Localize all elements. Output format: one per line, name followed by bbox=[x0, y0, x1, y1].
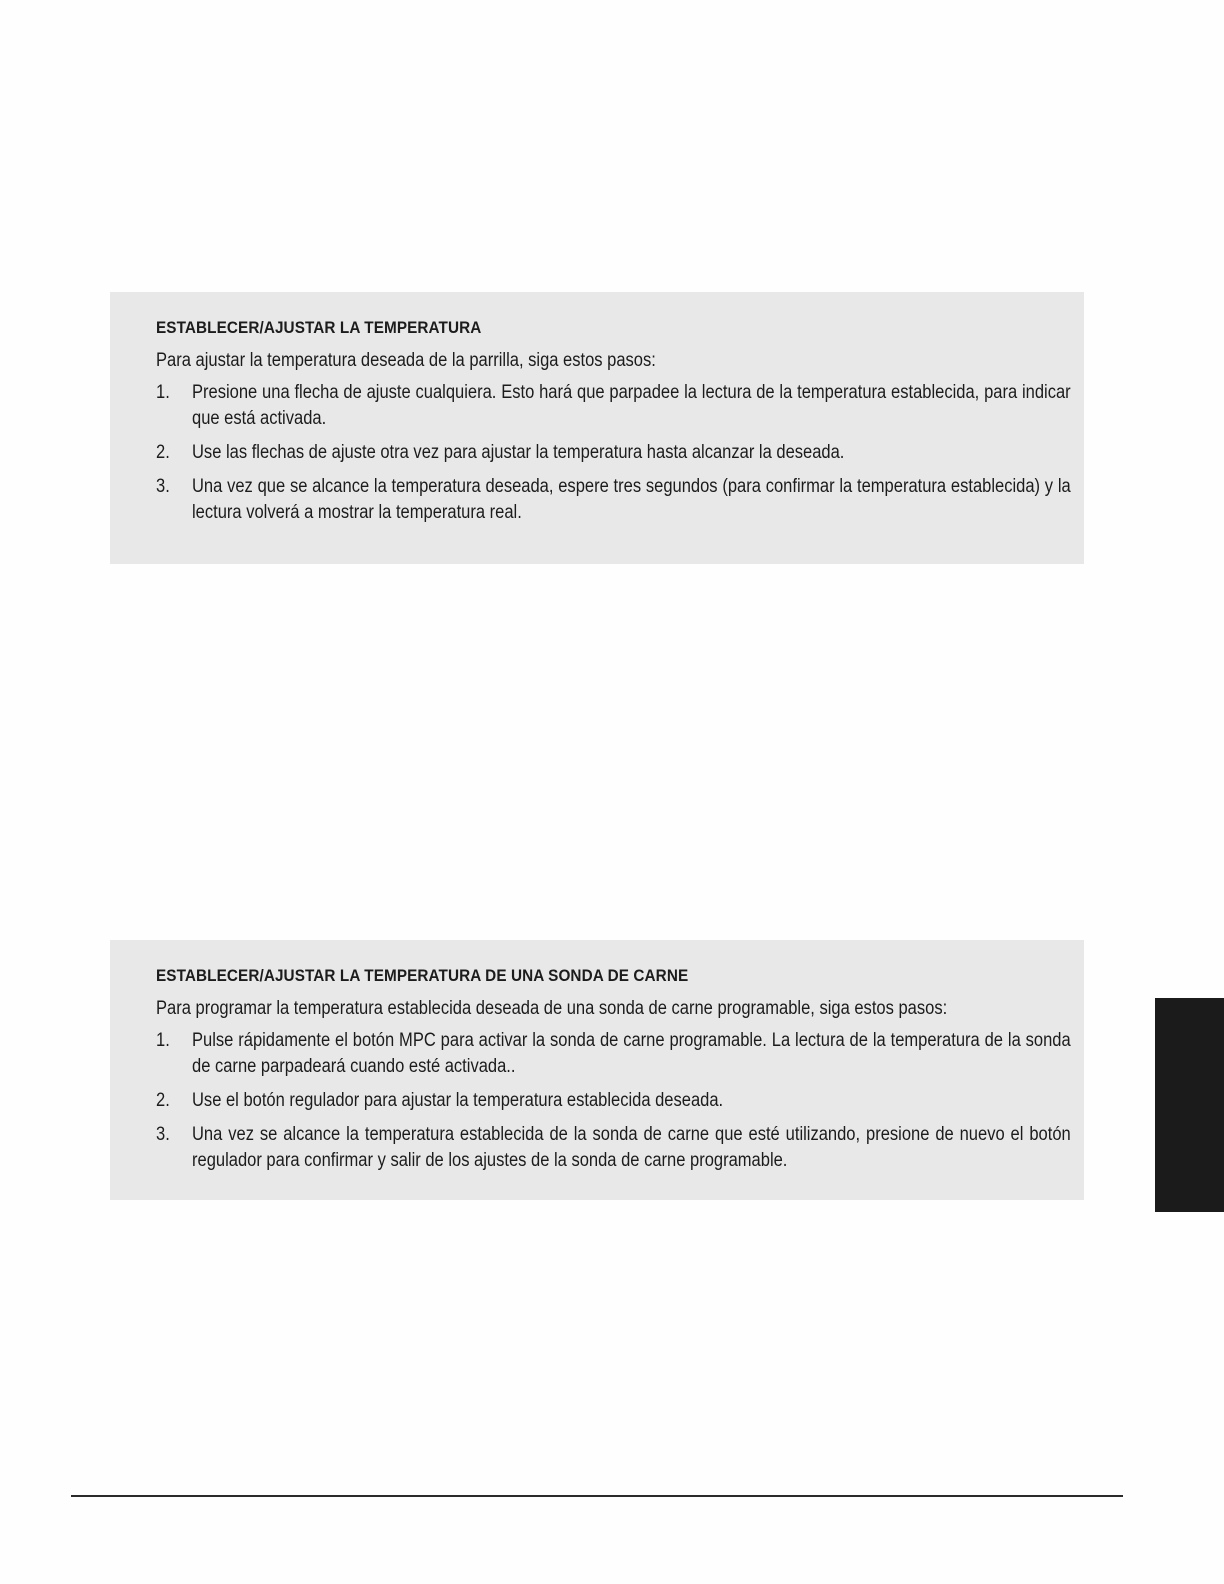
section-intro: Para ajustar la temperatura deseada de la parrilla, siga estos pasos: bbox=[156, 350, 656, 371]
steps-list bbox=[156, 1028, 1071, 1174]
step-number: 1. bbox=[156, 1030, 170, 1051]
step-number: 3. bbox=[156, 1124, 170, 1145]
footer-divider bbox=[71, 1495, 1123, 1497]
step-number: 3. bbox=[156, 476, 170, 497]
step-text: Una vez se alcance la temperatura establecida de la sonda de carne que esté utilizando, presione de nuevo el botón regulador para confirmar y salir de los ajustes de la sonda de carne programable. bbox=[192, 1124, 1071, 1171]
list-item bbox=[156, 1088, 1040, 1114]
step-text: Presione una flecha de ajuste cualquiera. Esto hará que parpadee la lectura de la temperatura establecida, para indicar que está activada. bbox=[192, 382, 1071, 429]
list-item bbox=[156, 474, 1071, 526]
section-intro: Para programar la temperatura establecida deseada de una sonda de carne programable, siga estos pasos: bbox=[156, 998, 948, 1019]
list-item bbox=[156, 1028, 1071, 1080]
meat-probe-section bbox=[110, 940, 1084, 1200]
temperature-section bbox=[110, 292, 1084, 564]
steps-list bbox=[156, 380, 1071, 526]
step-number: 2. bbox=[156, 1090, 170, 1111]
list-item bbox=[156, 380, 1071, 432]
list-item bbox=[156, 440, 1040, 466]
step-text: Pulse rápidamente el botón MPC para activar la sonda de carne programable. La lectura de la temperatura de la sonda de carne parpadeará cuando esté activada.. bbox=[192, 1030, 1071, 1077]
section-title: ESTABLECER/AJUSTAR LA TEMPERATURA DE UNA SONDA DE CARNE bbox=[156, 966, 689, 985]
step-number: 2. bbox=[156, 442, 170, 463]
step-text: Use las flechas de ajuste otra vez para ajustar la temperatura hasta alcanzar la deseada. bbox=[192, 442, 845, 463]
step-text: Una vez que se alcance la temperatura deseada, espere tres segundos (para confirmar la temperatura establecida) y la lectura volverá a mostrar la temperatura real. bbox=[192, 476, 1071, 523]
list-item bbox=[156, 1122, 1071, 1174]
step-text: Use el botón regulador para ajustar la temperatura establecida deseada. bbox=[192, 1090, 724, 1111]
step-number: 1. bbox=[156, 382, 170, 403]
side-tab-marker bbox=[1155, 998, 1224, 1212]
section-title: ESTABLECER/AJUSTAR LA TEMPERATURA bbox=[156, 318, 482, 337]
